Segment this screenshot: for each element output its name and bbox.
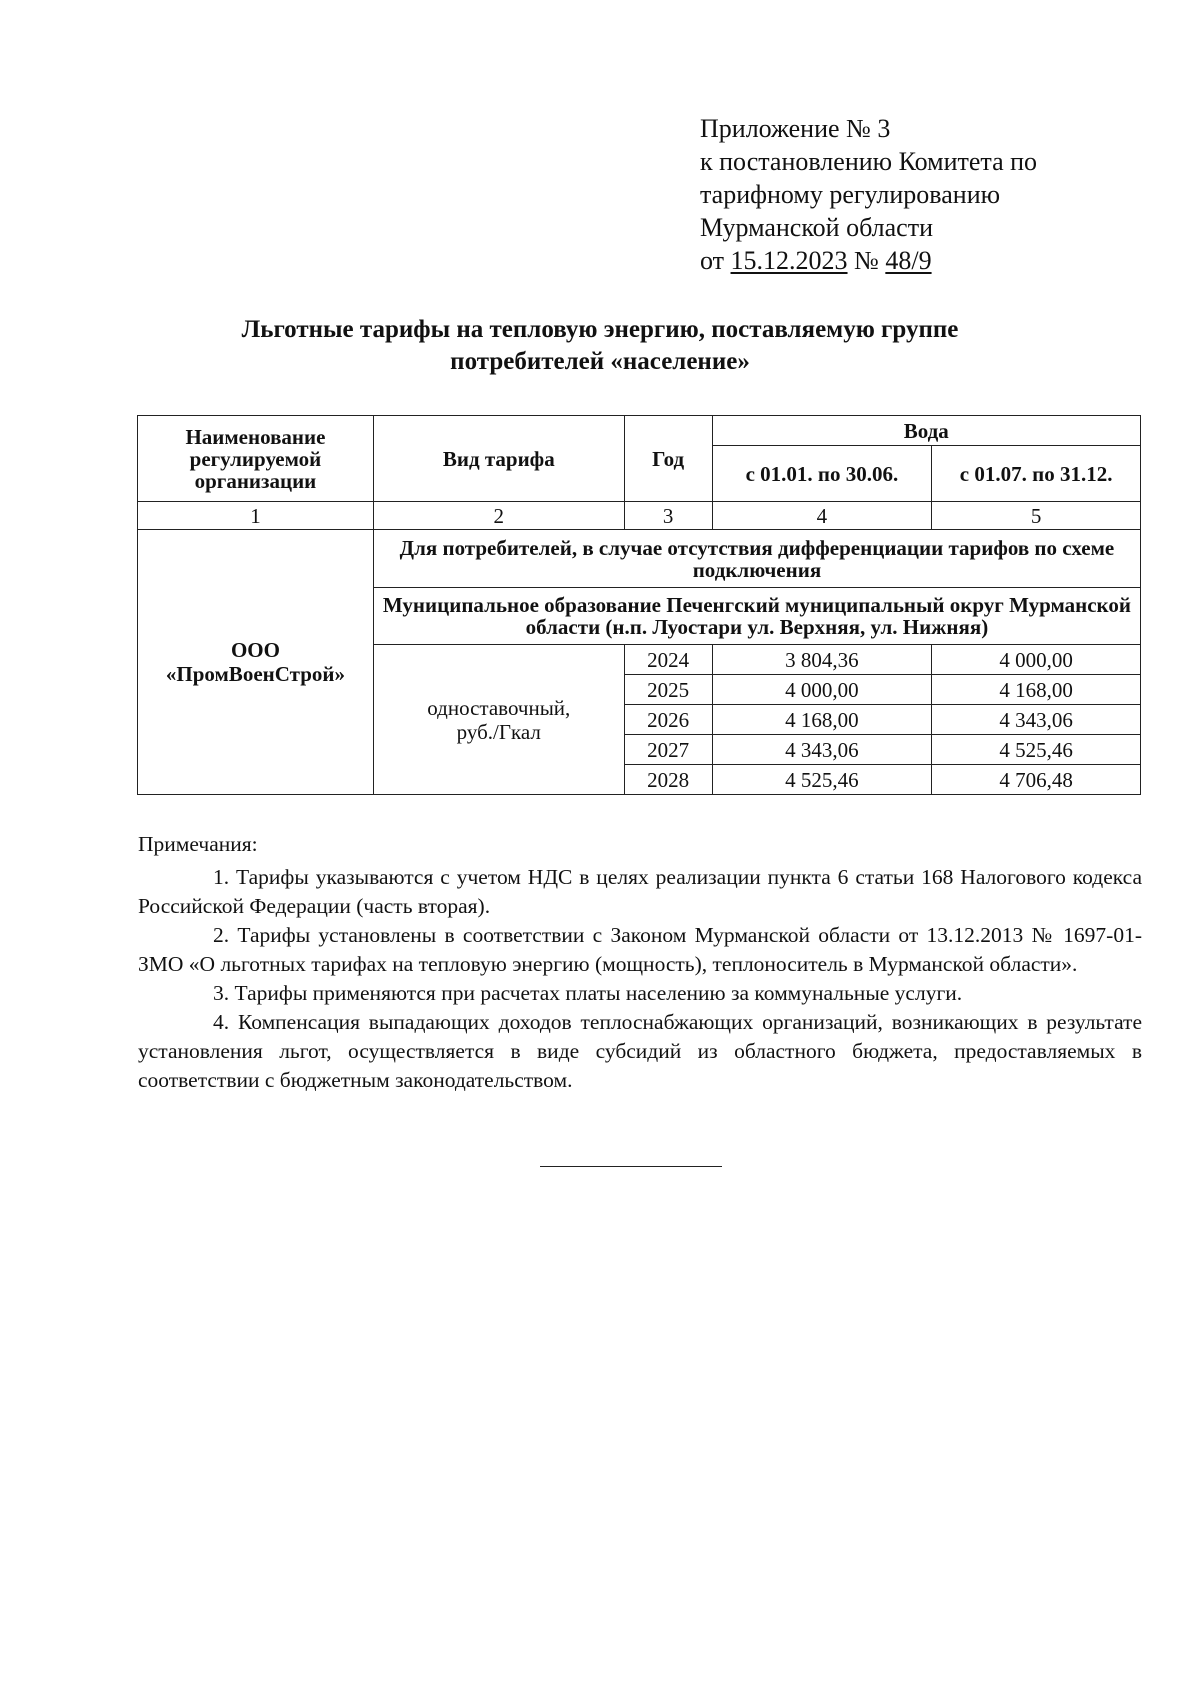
- appendix-header: [700, 112, 1037, 277]
- header-year: Год: [624, 416, 712, 502]
- header-tariff-type: Вид тарифа: [373, 416, 624, 502]
- number-prefix: №: [847, 246, 886, 275]
- col-number-3: 3: [624, 502, 712, 530]
- row-2027-year: 2027: [624, 735, 712, 765]
- tariff-kind-cell: [373, 645, 624, 795]
- org-name-line-2: «ПромВоенСтрой»: [165, 662, 345, 686]
- col-number-5: 5: [932, 502, 1141, 530]
- col-number-1: 1: [138, 502, 374, 530]
- row-2028-year: 2028: [624, 765, 712, 795]
- row-2027-period-2: 4 525,46: [932, 735, 1141, 765]
- section-consumers: Для потребителей, в случае отсутствия дифференциации тарифов по схеме подключения: [373, 530, 1140, 588]
- resolution-number: 48/9: [885, 246, 932, 275]
- row-2025-period-1: 4 000,00: [712, 675, 932, 705]
- header-period-2: с 01.07. по 31.12.: [932, 446, 1141, 502]
- row-2024-period-2: 4 000,00: [932, 645, 1141, 675]
- document-title: [130, 314, 1070, 378]
- date-prefix: от: [700, 246, 731, 275]
- appendix-line-2: к постановлению Комитета по: [700, 147, 1038, 176]
- col-number-2: 2: [373, 502, 624, 530]
- row-2025-year: 2025: [624, 675, 712, 705]
- appendix-line-1: Приложение № 3: [700, 114, 891, 143]
- row-2027-period-1: 4 343,06: [712, 735, 932, 765]
- row-2026-period-2: 4 343,06: [932, 705, 1141, 735]
- appendix-line-4: Мурманской области: [700, 213, 933, 242]
- title-line-2: потребителей «население»: [450, 348, 750, 375]
- org-name-cell: [138, 530, 374, 795]
- row-2028-period-1: 4 525,46: [712, 765, 932, 795]
- row-2024-year: 2024: [624, 645, 712, 675]
- row-2024-period-1: 3 804,36: [712, 645, 932, 675]
- header-period-1: с 01.01. по 30.06.: [712, 446, 932, 502]
- section-municipality: Муниципальное образование Печенгский муниципальный округ Мурманской области (н.п. Луостари ул. Верхняя, ул. Нижняя): [373, 588, 1140, 645]
- notes-section: [138, 830, 1142, 1095]
- title-line-1: Льготные тарифы на тепловую энергию, поставляемую группе: [241, 316, 959, 343]
- note-item-2: 2. Тарифы установлены в соответствии с Законом Мурманской области от 13.12.2013 № 1697-01-ЗМО «О льготных тарифах на тепловую энергию (мощность), теплоноситель в Мурманской области».: [138, 923, 1142, 976]
- header-water: Вода: [712, 416, 1140, 446]
- note-item-4: 4. Компенсация выпадающих доходов теплоснабжающих организаций, возникающих в результате установления льгот, осуществляется в виде субсидий из областного бюджета, предоставляемых в соответствии с бюджетным законодательством.: [138, 1010, 1142, 1092]
- row-2026-year: 2026: [624, 705, 712, 735]
- row-2025-period-2: 4 168,00: [932, 675, 1141, 705]
- notes-title: Примечания:: [138, 832, 258, 856]
- note-item-1: 1. Тарифы указываются с учетом НДС в целях реализации пункта 6 статьи 168 Налогового кодекса Российской Федерации (часть вторая).: [138, 865, 1142, 918]
- header-org: Наименование регулируемой организации: [138, 416, 374, 502]
- end-divider: [540, 1166, 722, 1167]
- row-2028-period-2: 4 706,48: [932, 765, 1141, 795]
- tariff-kind-line-1: одноставочный,: [427, 695, 571, 720]
- appendix-line-3: тарифному регулированию: [700, 180, 1001, 209]
- col-number-4: 4: [712, 502, 932, 530]
- tariff-table: [137, 415, 1141, 795]
- appendix-date-line: [700, 244, 1037, 277]
- row-2026-period-1: 4 168,00: [712, 705, 932, 735]
- note-item-3: 3. Тарифы применяются при расчетах платы населению за коммунальные услуги.: [213, 981, 963, 1005]
- org-name-line-1: ООО: [230, 638, 280, 662]
- tariff-kind-line-2: руб./Гкал: [456, 719, 541, 744]
- resolution-date: 15.12.2023: [730, 246, 848, 275]
